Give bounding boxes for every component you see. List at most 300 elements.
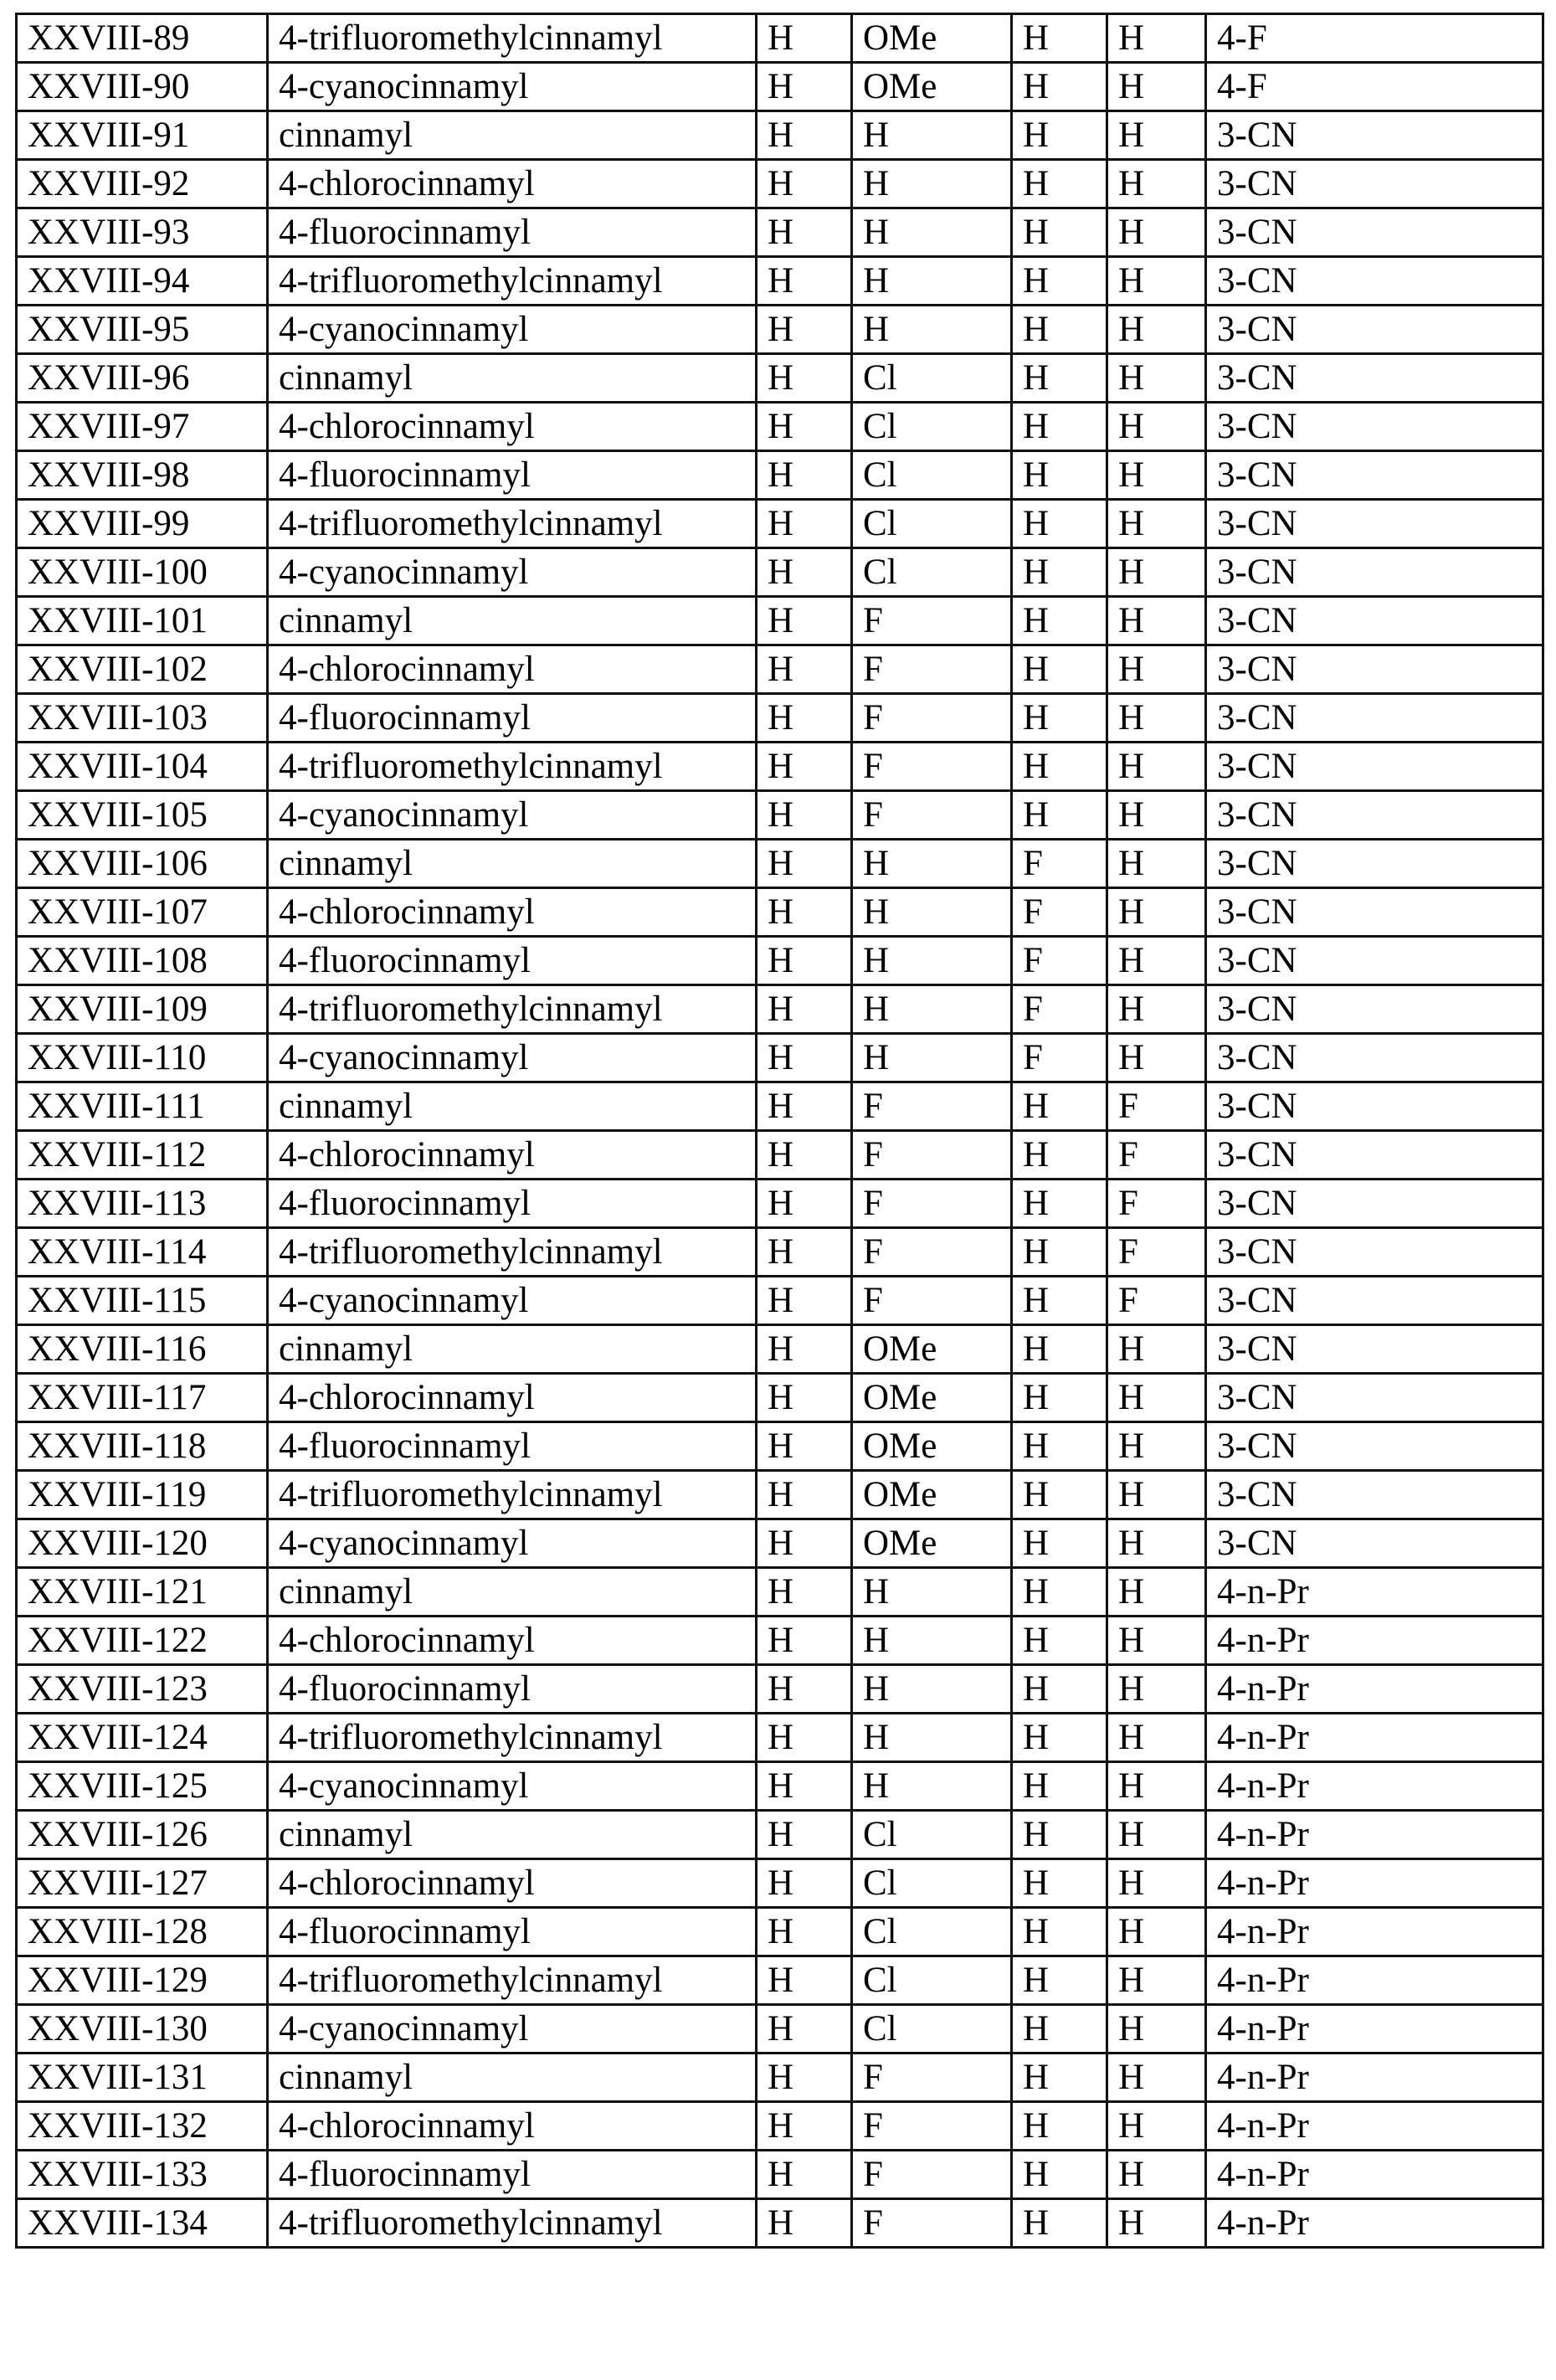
aryl-substituent-cell: 3-CN [1206,257,1543,306]
compound-id-cell: XXVIII-109 [17,985,268,1034]
substituent-4-cell: H [1107,1519,1206,1568]
compound-id-cell: XXVIII-118 [17,1422,268,1471]
compound-id-cell: XXVIII-114 [17,1228,268,1277]
table-row [17,1034,1543,1082]
compound-id-cell: XXVIII-110 [17,1034,268,1082]
aryl-substituent-cell: 4-n-Pr [1206,2054,1543,2102]
compound-id-cell: XXVIII-112 [17,1131,268,1180]
table-row [17,937,1543,985]
substituent-1-cell: H [757,1325,852,1374]
r-group-cell: cinnamyl [268,111,757,160]
substituent-1-cell: H [757,1131,852,1180]
r-group-cell: 4-cyanocinnamyl [268,1519,757,1568]
compound-id-cell: XXVIII-119 [17,1471,268,1519]
substituent-3-cell: H [1012,743,1107,791]
substituent-2-cell: OMe [852,1422,1012,1471]
substituent-2-cell: F [852,2102,1012,2151]
substituent-4-cell: H [1107,354,1206,403]
substituent-3-cell: H [1012,2005,1107,2054]
r-group-cell: 4-fluorocinnamyl [268,451,757,500]
aryl-substituent-cell: 3-CN [1206,208,1543,257]
r-group-cell: 4-trifluoromethylcinnamyl [268,1714,757,1762]
aryl-substituent-cell: 3-CN [1206,985,1543,1034]
substituent-4-cell: H [1107,1422,1206,1471]
r-group-cell: 4-trifluoromethylcinnamyl [268,1956,757,2005]
substituent-2-cell: F [852,791,1012,840]
substituent-1-cell: H [757,1519,852,1568]
r-group-cell: 4-trifluoromethylcinnamyl [268,257,757,306]
substituent-1-cell: H [757,791,852,840]
aryl-substituent-cell: 3-CN [1206,160,1543,208]
substituent-4-cell: H [1107,2054,1206,2102]
r-group-cell: 4-fluorocinnamyl [268,1180,757,1228]
table-row [17,985,1543,1034]
substituent-3-cell: H [1012,645,1107,694]
substituent-1-cell: H [757,985,852,1034]
compound-id-cell: XXVIII-91 [17,111,268,160]
table-row [17,1519,1543,1568]
substituent-1-cell: H [757,548,852,597]
compound-id-cell: XXVIII-104 [17,743,268,791]
r-group-cell: 4-cyanocinnamyl [268,1762,757,1811]
compound-id-cell: XXVIII-106 [17,840,268,888]
substituent-4-cell: H [1107,1568,1206,1617]
aryl-substituent-cell: 4-n-Pr [1206,1811,1543,1859]
r-group-cell: 4-chlorocinnamyl [268,888,757,937]
table-row [17,597,1543,645]
substituent-3-cell: H [1012,1131,1107,1180]
r-group-cell: 4-chlorocinnamyl [268,645,757,694]
table-row [17,1228,1543,1277]
substituent-4-cell: H [1107,451,1206,500]
compound-id-cell: XXVIII-89 [17,14,268,63]
r-group-cell: 4-cyanocinnamyl [268,1034,757,1082]
compound-id-cell: XXVIII-90 [17,63,268,111]
substituent-4-cell: H [1107,111,1206,160]
substituent-2-cell: H [852,208,1012,257]
aryl-substituent-cell: 4-n-Pr [1206,1859,1543,1908]
compound-id-cell: XXVIII-92 [17,160,268,208]
compound-id-cell: XXVIII-95 [17,306,268,354]
aryl-substituent-cell: 3-CN [1206,1519,1543,1568]
compound-id-cell: XXVIII-127 [17,1859,268,1908]
substituent-3-cell: H [1012,208,1107,257]
compound-id-cell: XXVIII-99 [17,500,268,548]
substituent-2-cell: H [852,1714,1012,1762]
substituent-4-cell: H [1107,1665,1206,1714]
aryl-substituent-cell: 4-F [1206,14,1543,63]
substituent-3-cell: H [1012,694,1107,743]
substituent-1-cell: H [757,888,852,937]
aryl-substituent-cell: 3-CN [1206,1180,1543,1228]
substituent-4-cell: H [1107,548,1206,597]
substituent-3-cell: H [1012,306,1107,354]
compound-id-cell: XXVIII-107 [17,888,268,937]
aryl-substituent-cell: 3-CN [1206,1325,1543,1374]
aryl-substituent-cell: 3-CN [1206,1422,1543,1471]
substituent-2-cell: F [852,1131,1012,1180]
substituent-2-cell: OMe [852,1325,1012,1374]
substituent-4-cell: H [1107,208,1206,257]
substituent-2-cell: H [852,1617,1012,1665]
table-row [17,1277,1543,1325]
compound-id-cell: XXVIII-134 [17,2199,268,2248]
substituent-4-cell: H [1107,1325,1206,1374]
compound-id-cell: XXVIII-120 [17,1519,268,1568]
table-row [17,1956,1543,2005]
compound-id-cell: XXVIII-108 [17,937,268,985]
substituent-4-cell: H [1107,306,1206,354]
aryl-substituent-cell: 3-CN [1206,645,1543,694]
table-row [17,403,1543,451]
substituent-3-cell: F [1012,888,1107,937]
substituent-1-cell: H [757,1180,852,1228]
substituent-1-cell: H [757,208,852,257]
table-row [17,500,1543,548]
substituent-1-cell: H [757,257,852,306]
r-group-cell: 4-cyanocinnamyl [268,791,757,840]
compound-table [15,13,1544,2249]
substituent-4-cell: H [1107,2005,1206,2054]
substituent-2-cell: H [852,840,1012,888]
aryl-substituent-cell: 3-CN [1206,306,1543,354]
substituent-2-cell: OMe [852,1471,1012,1519]
table-row [17,791,1543,840]
aryl-substituent-cell: 3-CN [1206,694,1543,743]
substituent-1-cell: H [757,937,852,985]
compound-id-cell: XXVIII-93 [17,208,268,257]
r-group-cell: 4-cyanocinnamyl [268,548,757,597]
aryl-substituent-cell: 4-n-Pr [1206,1617,1543,1665]
table-row [17,1908,1543,1956]
compound-id-cell: XXVIII-97 [17,403,268,451]
substituent-4-cell: H [1107,1714,1206,1762]
substituent-4-cell: H [1107,1034,1206,1082]
substituent-1-cell: H [757,2199,852,2248]
r-group-cell: 4-trifluoromethylcinnamyl [268,14,757,63]
aryl-substituent-cell: 3-CN [1206,548,1543,597]
r-group-cell: 4-chlorocinnamyl [268,1131,757,1180]
aryl-substituent-cell: 3-CN [1206,1374,1543,1422]
table-row [17,63,1543,111]
compound-id-cell: XXVIII-113 [17,1180,268,1228]
r-group-cell: 4-cyanocinnamyl [268,63,757,111]
substituent-2-cell: H [852,257,1012,306]
table-row [17,1471,1543,1519]
substituent-3-cell: H [1012,14,1107,63]
substituent-3-cell: H [1012,2054,1107,2102]
substituent-1-cell: H [757,1617,852,1665]
table-row [17,451,1543,500]
substituent-2-cell: OMe [852,1519,1012,1568]
compound-id-cell: XXVIII-101 [17,597,268,645]
r-group-cell: 4-chlorocinnamyl [268,2102,757,2151]
compound-id-cell: XXVIII-125 [17,1762,268,1811]
r-group-cell: 4-fluorocinnamyl [268,208,757,257]
aryl-substituent-cell: 4-n-Pr [1206,1568,1543,1617]
substituent-4-cell: H [1107,791,1206,840]
substituent-4-cell: H [1107,1471,1206,1519]
substituent-1-cell: H [757,1762,852,1811]
table-row [17,888,1543,937]
substituent-1-cell: H [757,1228,852,1277]
substituent-3-cell: H [1012,597,1107,645]
substituent-2-cell: Cl [852,354,1012,403]
substituent-2-cell: Cl [852,1811,1012,1859]
r-group-cell: 4-cyanocinnamyl [268,2005,757,2054]
table-row [17,1665,1543,1714]
compound-id-cell: XXVIII-121 [17,1568,268,1617]
substituent-2-cell: H [852,888,1012,937]
r-group-cell: cinnamyl [268,1325,757,1374]
substituent-3-cell: H [1012,2199,1107,2248]
substituent-1-cell: H [757,2151,852,2199]
substituent-4-cell: H [1107,1762,1206,1811]
substituent-3-cell: H [1012,1325,1107,1374]
substituent-2-cell: OMe [852,14,1012,63]
aryl-substituent-cell: 3-CN [1206,1082,1543,1131]
table-row [17,840,1543,888]
substituent-2-cell: H [852,1034,1012,1082]
substituent-1-cell: H [757,743,852,791]
r-group-cell: cinnamyl [268,2054,757,2102]
substituent-4-cell: H [1107,160,1206,208]
table-row [17,1617,1543,1665]
aryl-substituent-cell: 3-CN [1206,840,1543,888]
compound-id-cell: XXVIII-126 [17,1811,268,1859]
compound-id-cell: XXVIII-103 [17,694,268,743]
r-group-cell: 4-fluorocinnamyl [268,2151,757,2199]
r-group-cell: 4-fluorocinnamyl [268,694,757,743]
substituent-3-cell: H [1012,1908,1107,1956]
compound-id-cell: XXVIII-128 [17,1908,268,1956]
substituent-3-cell: H [1012,2151,1107,2199]
aryl-substituent-cell: 3-CN [1206,403,1543,451]
substituent-3-cell: H [1012,1374,1107,1422]
substituent-1-cell: H [757,1422,852,1471]
r-group-cell: 4-chlorocinnamyl [268,1374,757,1422]
table-row [17,645,1543,694]
table-row [17,1374,1543,1422]
substituent-3-cell: H [1012,1228,1107,1277]
substituent-1-cell: H [757,1859,852,1908]
r-group-cell: 4-chlorocinnamyl [268,1617,757,1665]
substituent-3-cell: H [1012,111,1107,160]
substituent-1-cell: H [757,2005,852,2054]
table-row [17,354,1543,403]
substituent-3-cell: H [1012,160,1107,208]
compound-id-cell: XXVIII-94 [17,257,268,306]
substituent-1-cell: H [757,1471,852,1519]
substituent-4-cell: H [1107,1617,1206,1665]
aryl-substituent-cell: 4-n-Pr [1206,1762,1543,1811]
substituent-2-cell: Cl [852,2005,1012,2054]
substituent-2-cell: F [852,694,1012,743]
substituent-4-cell: H [1107,985,1206,1034]
substituent-3-cell: F [1012,937,1107,985]
r-group-cell: cinnamyl [268,1568,757,1617]
r-group-cell: 4-chlorocinnamyl [268,403,757,451]
substituent-3-cell: H [1012,1519,1107,1568]
substituent-4-cell: F [1107,1082,1206,1131]
r-group-cell: 4-chlorocinnamyl [268,1859,757,1908]
table-row [17,2199,1543,2248]
substituent-2-cell: H [852,1568,1012,1617]
substituent-3-cell: H [1012,1714,1107,1762]
substituent-4-cell: H [1107,840,1206,888]
substituent-3-cell: H [1012,354,1107,403]
table-row [17,306,1543,354]
substituent-1-cell: H [757,1665,852,1714]
substituent-4-cell: H [1107,1859,1206,1908]
substituent-4-cell: H [1107,1811,1206,1859]
table-row [17,257,1543,306]
aryl-substituent-cell: 4-n-Pr [1206,1714,1543,1762]
substituent-1-cell: H [757,14,852,63]
substituent-4-cell: H [1107,645,1206,694]
r-group-cell: 4-fluorocinnamyl [268,937,757,985]
substituent-2-cell: F [852,743,1012,791]
substituent-2-cell: F [852,2151,1012,2199]
table-row [17,2054,1543,2102]
substituent-2-cell: Cl [852,500,1012,548]
r-group-cell: cinnamyl [268,597,757,645]
table-row [17,160,1543,208]
substituent-1-cell: H [757,403,852,451]
aryl-substituent-cell: 3-CN [1206,1471,1543,1519]
table-row [17,14,1543,63]
substituent-3-cell: H [1012,1762,1107,1811]
substituent-4-cell: F [1107,1228,1206,1277]
substituent-3-cell: H [1012,1617,1107,1665]
substituent-3-cell: H [1012,1180,1107,1228]
substituent-1-cell: H [757,111,852,160]
r-group-cell: 4-trifluoromethylcinnamyl [268,500,757,548]
substituent-4-cell: H [1107,888,1206,937]
table-row [17,1131,1543,1180]
compound-id-cell: XXVIII-102 [17,645,268,694]
table-row [17,1859,1543,1908]
substituent-3-cell: H [1012,548,1107,597]
table-row [17,548,1543,597]
table-row [17,1422,1543,1471]
compound-id-cell: XXVIII-122 [17,1617,268,1665]
substituent-1-cell: H [757,2102,852,2151]
substituent-1-cell: H [757,2054,852,2102]
substituent-2-cell: H [852,306,1012,354]
substituent-3-cell: H [1012,403,1107,451]
aryl-substituent-cell: 4-F [1206,63,1543,111]
compound-id-cell: XXVIII-129 [17,1956,268,2005]
substituent-4-cell: H [1107,14,1206,63]
aryl-substituent-cell: 3-CN [1206,597,1543,645]
substituent-1-cell: H [757,1908,852,1956]
aryl-substituent-cell: 4-n-Pr [1206,1956,1543,2005]
compound-id-cell: XXVIII-96 [17,354,268,403]
substituent-4-cell: H [1107,694,1206,743]
r-group-cell: cinnamyl [268,840,757,888]
substituent-4-cell: H [1107,2151,1206,2199]
table-row [17,208,1543,257]
substituent-3-cell: H [1012,1082,1107,1131]
table-row [17,1325,1543,1374]
r-group-cell: 4-trifluoromethylcinnamyl [268,1228,757,1277]
table-row [17,2151,1543,2199]
r-group-cell: 4-chlorocinnamyl [268,160,757,208]
substituent-1-cell: H [757,1714,852,1762]
substituent-3-cell: H [1012,1422,1107,1471]
substituent-3-cell: H [1012,1277,1107,1325]
compound-id-cell: XXVIII-115 [17,1277,268,1325]
substituent-1-cell: H [757,1956,852,2005]
compound-id-cell: XXVIII-123 [17,1665,268,1714]
substituent-4-cell: F [1107,1277,1206,1325]
r-group-cell: 4-trifluoromethylcinnamyl [268,985,757,1034]
substituent-3-cell: H [1012,1956,1107,2005]
table-row [17,1811,1543,1859]
substituent-2-cell: Cl [852,1859,1012,1908]
r-group-cell: 4-fluorocinnamyl [268,1422,757,1471]
r-group-cell: 4-fluorocinnamyl [268,1908,757,1956]
substituent-2-cell: H [852,1762,1012,1811]
aryl-substituent-cell: 3-CN [1206,791,1543,840]
compound-table-body [17,14,1543,2248]
r-group-cell: 4-trifluoromethylcinnamyl [268,2199,757,2248]
aryl-substituent-cell: 3-CN [1206,888,1543,937]
substituent-3-cell: H [1012,451,1107,500]
substituent-3-cell: H [1012,1471,1107,1519]
substituent-2-cell: H [852,937,1012,985]
table-row [17,1762,1543,1811]
aryl-substituent-cell: 3-CN [1206,354,1543,403]
table-row [17,2005,1543,2054]
table-row [17,1568,1543,1617]
substituent-1-cell: H [757,500,852,548]
substituent-1-cell: H [757,354,852,403]
substituent-4-cell: H [1107,743,1206,791]
substituent-2-cell: Cl [852,1908,1012,1956]
compound-id-cell: XXVIII-98 [17,451,268,500]
substituent-1-cell: H [757,451,852,500]
substituent-1-cell: H [757,306,852,354]
substituent-4-cell: F [1107,1180,1206,1228]
substituent-3-cell: H [1012,1859,1107,1908]
substituent-3-cell: H [1012,500,1107,548]
substituent-2-cell: F [852,1228,1012,1277]
substituent-2-cell: F [852,1180,1012,1228]
substituent-3-cell: H [1012,1811,1107,1859]
substituent-2-cell: F [852,1082,1012,1131]
r-group-cell: cinnamyl [268,354,757,403]
substituent-2-cell: H [852,160,1012,208]
table-row [17,1714,1543,1762]
aryl-substituent-cell: 3-CN [1206,1277,1543,1325]
aryl-substituent-cell: 4-n-Pr [1206,2151,1543,2199]
table-row [17,1082,1543,1131]
compound-id-cell: XXVIII-131 [17,2054,268,2102]
compound-id-cell: XXVIII-130 [17,2005,268,2054]
substituent-3-cell: F [1012,840,1107,888]
aryl-substituent-cell: 4-n-Pr [1206,2102,1543,2151]
aryl-substituent-cell: 3-CN [1206,937,1543,985]
substituent-1-cell: H [757,160,852,208]
substituent-4-cell: H [1107,500,1206,548]
substituent-4-cell: H [1107,403,1206,451]
substituent-4-cell: H [1107,1956,1206,2005]
compound-id-cell: XXVIII-133 [17,2151,268,2199]
substituent-1-cell: H [757,840,852,888]
substituent-2-cell: F [852,2199,1012,2248]
